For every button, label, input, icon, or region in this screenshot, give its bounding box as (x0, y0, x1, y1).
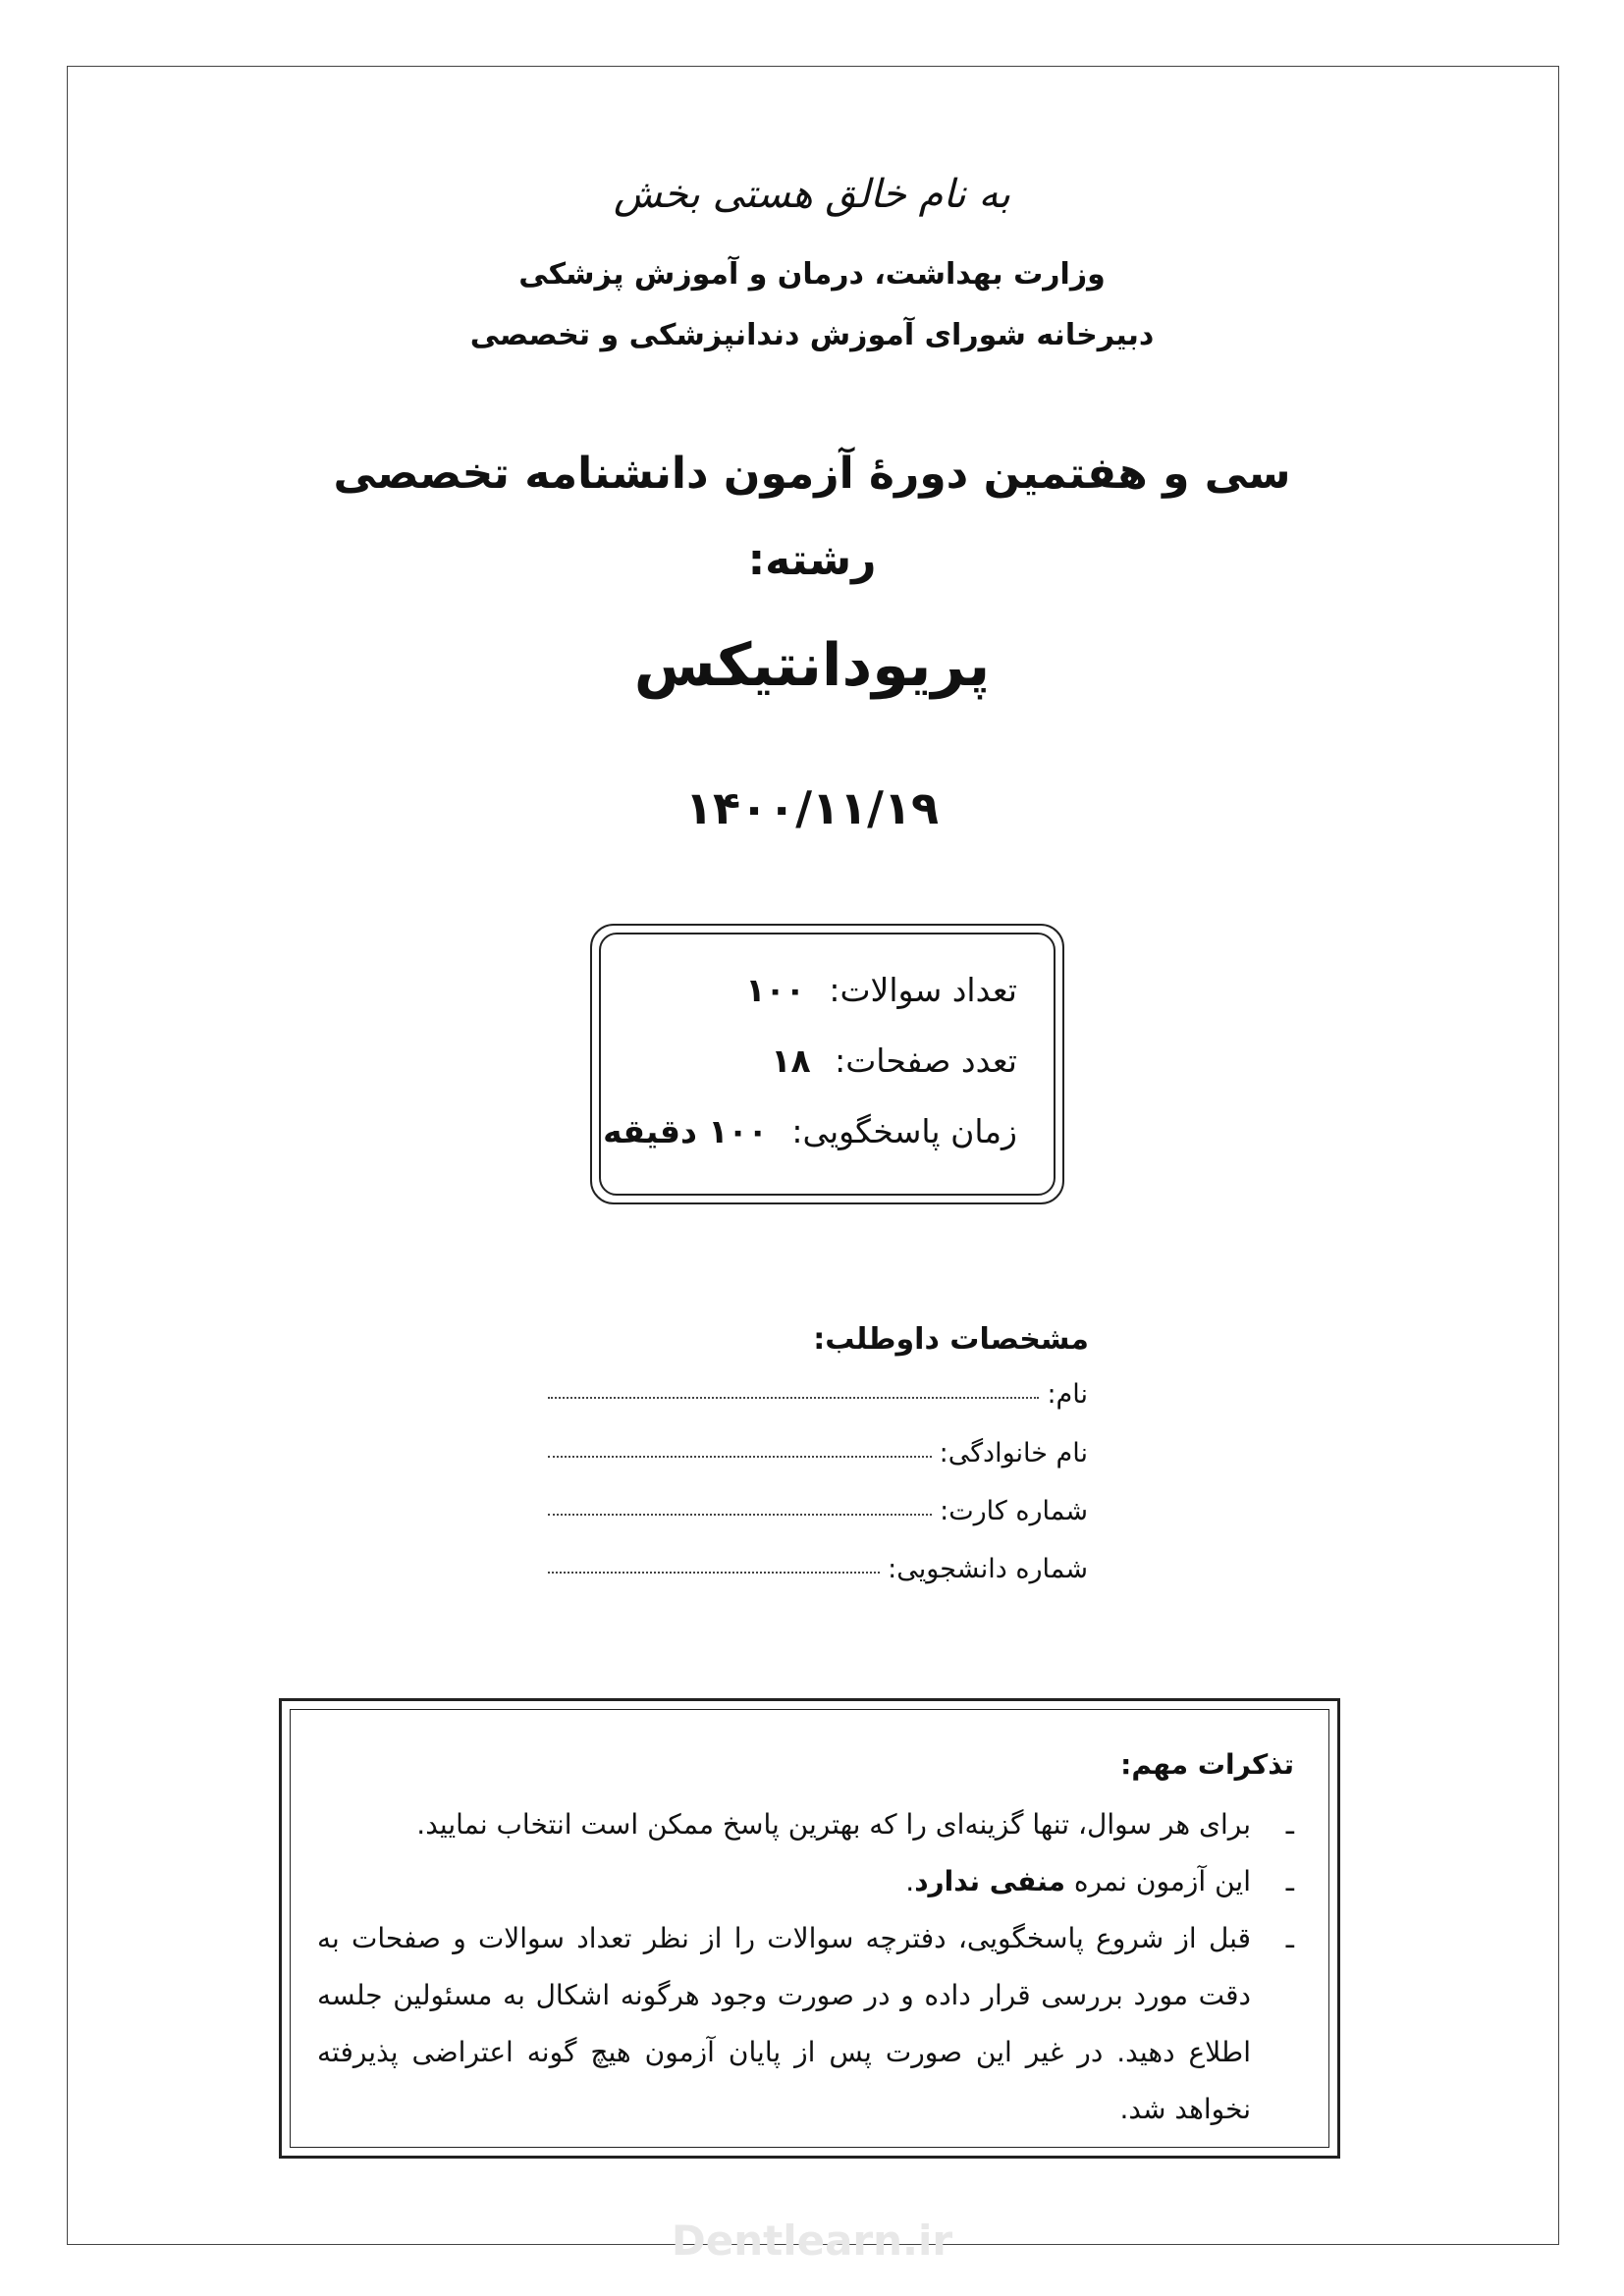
note-dash: ـ (1285, 1865, 1294, 1897)
exam-date: ۱۴۰۰/۱۱/۱۹ (684, 781, 940, 834)
field-label: رشته: (747, 535, 877, 585)
candidate-card-label: شماره کارت: (940, 1496, 1088, 1526)
ministry-name: وزارت بهداشت، درمان و آموزش پزشکی (518, 257, 1106, 292)
pages-count-value: ۱۸ (771, 1041, 811, 1080)
note-item (317, 1910, 1294, 2138)
note-text: برای هر سوال، تنها گزینه‌ای را که بهترین پاسخ ممکن است انتخاب نمایید. (416, 1808, 1251, 1841)
candidate-name-line[interactable] (548, 1396, 1039, 1399)
watermark-logo: Dentlearn.ir (671, 2216, 953, 2265)
answer-time-row (603, 1112, 1017, 1150)
candidate-card-field[interactable] (548, 1496, 1088, 1526)
note-text-prefix: این آزمون نمره (1073, 1865, 1251, 1897)
important-notes-box (279, 1698, 1340, 2159)
note-text-suffix: . (905, 1865, 915, 1897)
answer-time-label: زمان پاسخگویی: (791, 1112, 1017, 1150)
candidate-family-field[interactable] (548, 1438, 1088, 1468)
notes-content (317, 1748, 1294, 2138)
questions-count-row (745, 971, 1017, 1009)
note-item (317, 1796, 1294, 1853)
candidate-family-line[interactable] (548, 1455, 932, 1458)
secretariat-name: دبیرخانه شورای آموزش دندانپزشکی و تخصصی (469, 318, 1155, 352)
questions-count-label: تعداد سوالات: (829, 971, 1017, 1009)
note-dash: ـ (1285, 1808, 1294, 1841)
notes-title: تذکرات مهم: (1120, 1748, 1294, 1781)
candidate-student-line[interactable] (548, 1571, 880, 1574)
pages-count-label: تعدد صفحات: (835, 1041, 1017, 1080)
exam-title: سی و هفتمین دورهٔ آزمون دانشنامه تخصصی (333, 449, 1291, 499)
pages-count-row (771, 1041, 1017, 1080)
bismillah-heading: به نام خالق هستی بخش (613, 172, 1011, 217)
note-text: قبل از شروع پاسخگویی، دفترچه سوالات را از نظر تعداد سوالات و صفحات به دقت مورد بررسی قرار داده و در صورت وجود هرگونه اشکال به مسئولین جلسه اطلاع دهید. در غیر این صورت پس از پایان آزمون هیچ گونه اعتراضی پذیرفته نخواهد شد. (317, 1922, 1251, 2125)
candidate-family-label: نام خانوادگی: (939, 1438, 1088, 1468)
candidate-section-title: مشخصات داوطلب: (813, 1322, 1089, 1357)
candidate-name-field[interactable] (548, 1379, 1088, 1410)
note-item (317, 1853, 1294, 1910)
candidate-student-label: شماره دانشجویی: (888, 1554, 1088, 1584)
questions-count-value: ۱۰۰ (745, 971, 805, 1009)
note-text-bold: منفی ندارد (914, 1865, 1065, 1897)
candidate-name-label: نام: (1047, 1379, 1088, 1410)
exam-info-box (590, 924, 1064, 1204)
field-name: پریودانتیکس (633, 631, 991, 700)
note-dash: ـ (1285, 1922, 1294, 1954)
candidate-card-line[interactable] (548, 1513, 932, 1516)
answer-time-value: ۱۰۰ دقیقه (603, 1112, 768, 1150)
candidate-student-field[interactable] (548, 1554, 1088, 1584)
